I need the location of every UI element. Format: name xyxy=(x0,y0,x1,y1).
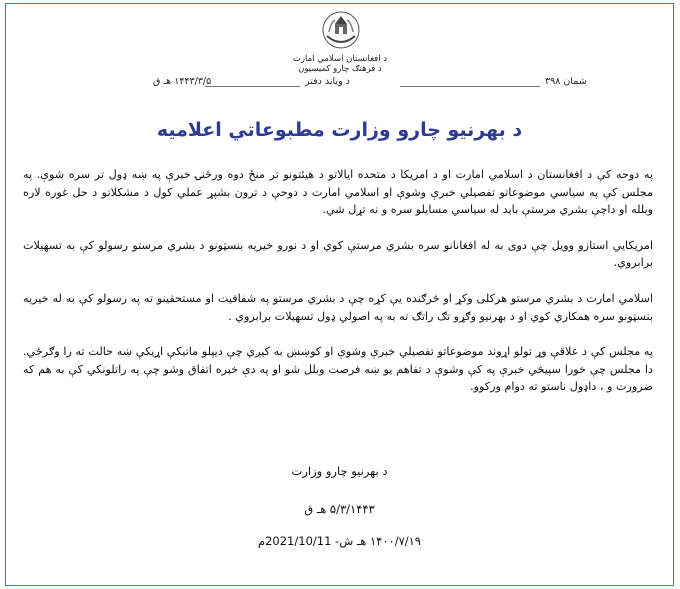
frame-left-line xyxy=(5,3,6,586)
frame-bottom-line xyxy=(5,585,674,586)
signature-hijri-date: ۵/۳/۱۴۴۳ هـ ق xyxy=(304,502,375,516)
org-commission: د فرهنګ چارو کمیسیون xyxy=(298,64,382,74)
statement-body xyxy=(23,166,653,414)
date-underline xyxy=(205,86,300,87)
number-underline xyxy=(400,86,540,87)
paragraph-3: اسلامي امارت د بشري مرستو هرکلی وکړ او څرګنده یې کړه چې د بشري مرستو په شفافیت او مستحقینو ته په رسولو کې به له خیریه بنسټونو سره همکاري کوي او د بهرنیو وګړو تګ راتګ ته به په اصولي ډول تسهیلات برابروي . xyxy=(23,291,653,323)
emirate-emblem-icon xyxy=(321,10,361,50)
document-page xyxy=(5,2,674,587)
frame-top-line xyxy=(5,3,674,4)
page-title: د بهرنیو چارو وزارت مطبوعاتي اعلامیه xyxy=(156,119,523,141)
org-name: د افغانستان اسلامي امارت xyxy=(292,54,388,64)
paragraph-2: امریکايي استازو وویل چې دوی به له افغانانو سره بشري مرستې کوي او د نورو خیریه بنسټونو د بشري مرستو رسولو کې به تسهیلات برابروي. xyxy=(23,238,653,270)
paragraph-1: په دوحه کې د افغانستان د اسلامي امارت او د امریکا د متحده ایالاتو د هیئتونو تر منځ دوه ورځنۍ خبرې په ښه ډول تر سره شوې. په مجلس کې په سیاسي موضوعاتو تفصیلي خبرې وشوې او اسلامي امارت د دوحې د ترون بشپړ عملي کول د مشکلاتو د حل غوره لاره وبلله او داچې بشري مرستې باید له سیاسي مسایلو سره و نه تړل شي. xyxy=(23,168,653,217)
spokesman-office: د ویاند دفتر xyxy=(305,76,350,87)
paragraph-4: په مجلس کې د علاقې وړ تولو اړوند موضوعاتو تفصیلي خبرې وشوې او کوښښ به کیږي چې دیپلو ماتیکې اړیکې ښه حالت ته را وګرځي. دا مجلس چې خورا سپیڅي خبرې په کې وشوې د تفاهم یو ښه فرصت وبلل شو او په دې خبره اتفاق وشو چې په راتلونکي کې به هم که ضرورت و ، داډول ناستو ته دوام ورکوو. xyxy=(23,345,653,394)
document-date: ۱۴۴۳/۳/۵ هـ ق xyxy=(153,76,212,87)
signature-dates: ۱۴۰۰/۷/۱۹ هـ ش- 2021/10/11م xyxy=(257,534,421,548)
signature-ministry: د بهرنیو چارو وزارت xyxy=(291,464,388,478)
document-number: شمان ۳۹۸ xyxy=(545,76,587,87)
frame-right-line xyxy=(673,3,674,586)
issuer-block xyxy=(265,54,415,74)
